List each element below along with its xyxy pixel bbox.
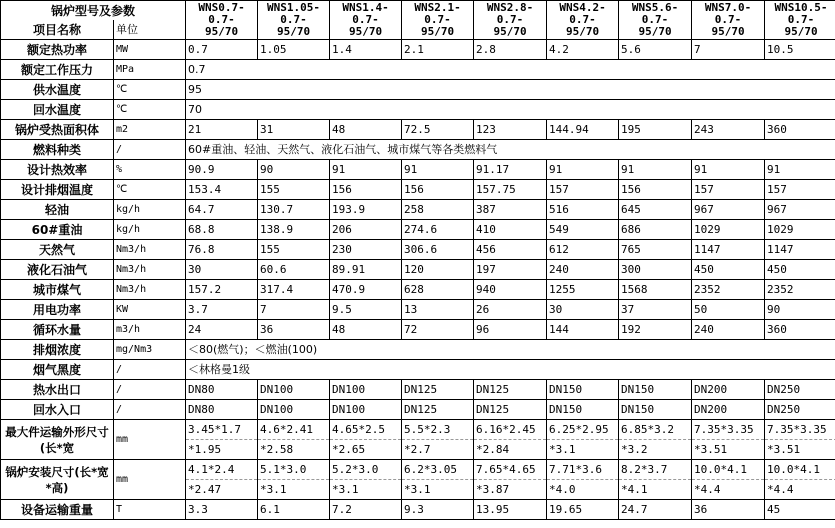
row-value: 1255 [547,280,619,300]
row-value: 1.4 [330,40,402,60]
model-header-7: WNS7.0- 0.7- 95/70 [692,1,765,40]
row-value: 967 [692,200,765,220]
header-title: 锅炉型号及参数 [1,1,186,21]
row-value: *3.1 [547,440,619,460]
row-span-value: 95 [186,80,835,100]
row-unit: / [114,400,186,420]
row-value: 72 [402,320,474,340]
table-row [1,200,835,220]
row-value: DN125 [474,380,547,400]
row-value: 360 [765,120,835,140]
spec-table-body [1,1,835,520]
row-value: 450 [692,260,765,280]
row-span-value: ＜林格曼1级 [186,360,835,380]
row-value: 243 [692,120,765,140]
row-value: 24.7 [619,500,692,520]
row-value: 2352 [692,280,765,300]
table-row [1,460,835,480]
row-value: 2.1 [402,40,474,60]
row-value: 3.3 [186,500,258,520]
row-value: 155 [258,240,330,260]
row-value: 72.5 [402,120,474,140]
table-row [1,420,835,440]
model-header-0: WNS0.7- 0.7- 95/70 [186,1,258,40]
row-value: *2.47 [186,480,258,500]
row-value: DN80 [186,400,258,420]
row-value: 9.5 [330,300,402,320]
row-value: 91 [765,160,835,180]
row-value: *4.4 [692,480,765,500]
row-value: 612 [547,240,619,260]
row-value: 300 [619,260,692,280]
row-value: DN200 [692,400,765,420]
row-value: DN200 [692,380,765,400]
row-value: 470.9 [330,280,402,300]
row-value: 48 [330,320,402,340]
row-value: 274.6 [402,220,474,240]
row-value: 5.6 [619,40,692,60]
table-row [1,160,835,180]
model-header-1: WNS1.05- 0.7- 95/70 [258,1,330,40]
row-label: 液化石油气 [1,260,114,280]
row-value: 156 [619,180,692,200]
row-value: *2.84 [474,440,547,460]
row-value: 155 [258,180,330,200]
row-value: 13 [402,300,474,320]
row-value: DN150 [619,380,692,400]
table-row [1,120,835,140]
row-unit: Nm3/h [114,260,186,280]
row-value: 5.2*3.0 [330,460,402,480]
row-value: *4.0 [547,480,619,500]
table-row [1,240,835,260]
row-value: 7.71*3.6 [547,460,619,480]
row-label: 回水温度 [1,100,114,120]
row-value: DN125 [402,380,474,400]
row-value: 91 [619,160,692,180]
row-value: DN250 [765,380,835,400]
row-value: 156 [402,180,474,200]
row-unit: MW [114,40,186,60]
row-unit: kg/h [114,220,186,240]
table-row [1,60,835,80]
row-value: 0.7 [186,40,258,60]
row-value: 91 [402,160,474,180]
row-value: 157 [547,180,619,200]
row-value: DN250 [765,400,835,420]
row-value: 2352 [765,280,835,300]
row-value: *3.87 [474,480,547,500]
row-value: DN100 [330,380,402,400]
row-value: *1.95 [186,440,258,460]
row-value: 6.16*2.45 [474,420,547,440]
row-value: *2.58 [258,440,330,460]
row-value: 7.35*3.35 [692,420,765,440]
row-unit: T [114,500,186,520]
row-value: 4.6*2.41 [258,420,330,440]
install-size-label: 锅炉安装尺寸(长*宽*高) [1,460,114,500]
row-label: 轻油 [1,200,114,220]
row-span-value: ＜80(燃气)；＜燃油(100) [186,340,835,360]
row-value: *4.1 [619,480,692,500]
row-unit: ℃ [114,100,186,120]
row-value: 48 [330,120,402,140]
row-value: 2.8 [474,40,547,60]
row-unit: MPa [114,60,186,80]
row-value: 1029 [765,220,835,240]
row-value: 5.5*2.3 [402,420,474,440]
row-value: 306.6 [402,240,474,260]
row-value: 940 [474,280,547,300]
row-value: 68.8 [186,220,258,240]
row-unit: / [114,140,186,160]
table-row [1,500,835,520]
row-value: 91 [330,160,402,180]
row-value: 64.7 [186,200,258,220]
row-value: 120 [402,260,474,280]
row-value: *3.1 [402,480,474,500]
row-value: 765 [619,240,692,260]
row-value: 153.4 [186,180,258,200]
row-unit: ℃ [114,80,186,100]
row-value: 13.95 [474,500,547,520]
table-row [1,80,835,100]
row-value: 138.9 [258,220,330,240]
model-header-4: WNS2.8- 0.7- 95/70 [474,1,547,40]
row-value: *4.4 [765,480,835,500]
row-value: 1147 [692,240,765,260]
model-header-3: WNS2.1- 0.7- 95/70 [402,1,474,40]
row-value: *3.2 [619,440,692,460]
row-value: 157.75 [474,180,547,200]
row-unit: kg/h [114,200,186,220]
row-value: 157 [765,180,835,200]
row-value: 6.2*3.05 [402,460,474,480]
row-value: *3.51 [765,440,835,460]
row-span-value: 0.7 [186,60,835,80]
table-row [1,300,835,320]
row-value: 317.4 [258,280,330,300]
row-value: 50 [692,300,765,320]
row-value: 450 [765,260,835,280]
table-row [1,400,835,420]
table-row [1,100,835,120]
row-label: 排烟浓度 [1,340,114,360]
row-label: 热水出口 [1,380,114,400]
row-value: DN100 [330,400,402,420]
table-row [1,40,835,60]
row-value: 45 [765,500,835,520]
row-value: 967 [765,200,835,220]
row-value: 24 [186,320,258,340]
row-value: 3.45*1.7 [186,420,258,440]
row-value: 7.35*3.35 [765,420,835,440]
row-value: 1147 [765,240,835,260]
weight-label: 设备运输重量 [1,500,114,520]
row-label: 60#重油 [1,220,114,240]
row-value: 686 [619,220,692,240]
row-value: 197 [474,260,547,280]
row-value: 7.65*4.65 [474,460,547,480]
row-value: 387 [474,200,547,220]
row-label: 锅炉受热面积体 [1,120,114,140]
row-value: 1029 [692,220,765,240]
row-value: 10.0*4.1 [692,460,765,480]
row-label: 天然气 [1,240,114,260]
row-label: 回水入口 [1,400,114,420]
row-value: 26 [474,300,547,320]
row-value: 91 [692,160,765,180]
row-value: 240 [547,260,619,280]
row-value: 21 [186,120,258,140]
row-unit: mm [114,420,186,460]
row-value: DN125 [474,400,547,420]
row-unit: mg/Nm3 [114,340,186,360]
row-label: 供水温度 [1,80,114,100]
row-unit: Nm3/h [114,240,186,260]
row-value: 90 [258,160,330,180]
row-span-value: 70 [186,100,835,120]
table-row [1,280,835,300]
row-value: 4.65*2.5 [330,420,402,440]
row-label: 循环水量 [1,320,114,340]
row-value: 628 [402,280,474,300]
row-value: 10.0*4.1 [765,460,835,480]
row-value: *3.1 [330,480,402,500]
row-value: 91 [547,160,619,180]
row-value: 1.05 [258,40,330,60]
row-value: 3.7 [186,300,258,320]
row-value: 8.2*3.7 [619,460,692,480]
table-row [1,360,835,380]
row-value: 230 [330,240,402,260]
row-label: 设计热效率 [1,160,114,180]
row-label: 城市煤气 [1,280,114,300]
row-unit: m2 [114,120,186,140]
table-row [1,260,835,280]
row-value: 37 [619,300,692,320]
row-value: 258 [402,200,474,220]
row-value: 195 [619,120,692,140]
row-value: 130.7 [258,200,330,220]
model-header-5: WNS4.2- 0.7- 95/70 [547,1,619,40]
row-value: 89.91 [330,260,402,280]
row-value: 19.65 [547,500,619,520]
row-value: 456 [474,240,547,260]
model-header-8: WNS10.5- 0.7- 95/70 [765,1,835,40]
model-header-2: WNS1.4- 0.7- 95/70 [330,1,402,40]
row-value: 76.8 [186,240,258,260]
row-value: 156 [330,180,402,200]
row-value: *3.1 [258,480,330,500]
row-label: 额定工作压力 [1,60,114,80]
item-name-header: 项目名称 [1,20,114,40]
row-value: 30 [186,260,258,280]
row-value: DN80 [186,380,258,400]
table-row [1,220,835,240]
row-value: 31 [258,120,330,140]
row-value: 123 [474,120,547,140]
row-value: DN150 [619,400,692,420]
row-value: *3.51 [692,440,765,460]
header-row [1,1,835,21]
row-value: 30 [547,300,619,320]
row-value: *2.65 [330,440,402,460]
row-value: 192 [619,320,692,340]
row-value: 91.17 [474,160,547,180]
row-value: 6.1 [258,500,330,520]
row-value: 4.2 [547,40,619,60]
row-label: 额定热功率 [1,40,114,60]
row-value: 645 [619,200,692,220]
row-span-value: 60#重油、轻油、天然气、液化石油气、城市煤气等各类燃料气 [186,140,835,160]
row-value: 10.5 [765,40,835,60]
row-value: 206 [330,220,402,240]
row-unit: ℃ [114,180,186,200]
unit-header: 单位 [114,20,186,40]
row-value: 60.6 [258,260,330,280]
table-row [1,320,835,340]
row-label: 燃料种类 [1,140,114,160]
row-value: 36 [258,320,330,340]
row-value: 144 [547,320,619,340]
row-value: DN150 [547,400,619,420]
row-value: 6.85*3.2 [619,420,692,440]
row-value: 96 [474,320,547,340]
table-row [1,180,835,200]
row-value: 157.2 [186,280,258,300]
row-value: 516 [547,200,619,220]
row-value: *2.7 [402,440,474,460]
row-label: 用电功率 [1,300,114,320]
row-value: 90.9 [186,160,258,180]
row-value: DN150 [547,380,619,400]
row-unit: / [114,360,186,380]
row-value: 7.2 [330,500,402,520]
row-value: 36 [692,500,765,520]
row-value: 360 [765,320,835,340]
row-value: 90 [765,300,835,320]
row-unit: % [114,160,186,180]
row-label: 设计排烟温度 [1,180,114,200]
row-label: 烟气黑度 [1,360,114,380]
row-unit: m3/h [114,320,186,340]
row-value: 5.1*3.0 [258,460,330,480]
row-value: 157 [692,180,765,200]
row-unit: mm [114,460,186,500]
table-row [1,140,835,160]
row-value: 410 [474,220,547,240]
row-value: 7 [258,300,330,320]
row-value: 4.1*2.4 [186,460,258,480]
row-unit: Nm3/h [114,280,186,300]
row-value: 193.9 [330,200,402,220]
row-value: DN125 [402,400,474,420]
row-value: 6.25*2.95 [547,420,619,440]
row-unit: KW [114,300,186,320]
table-row [1,340,835,360]
row-value: 144.94 [547,120,619,140]
row-value: 7 [692,40,765,60]
model-header-6: WNS5.6- 0.7- 95/70 [619,1,692,40]
row-value: 9.3 [402,500,474,520]
row-value: 1568 [619,280,692,300]
row-value: 549 [547,220,619,240]
table-row [1,380,835,400]
transport-size-label: 最大件运输外形尺寸(长*宽 [1,420,114,460]
row-value: 240 [692,320,765,340]
row-unit: / [114,380,186,400]
row-value: DN100 [258,380,330,400]
row-value: DN100 [258,400,330,420]
